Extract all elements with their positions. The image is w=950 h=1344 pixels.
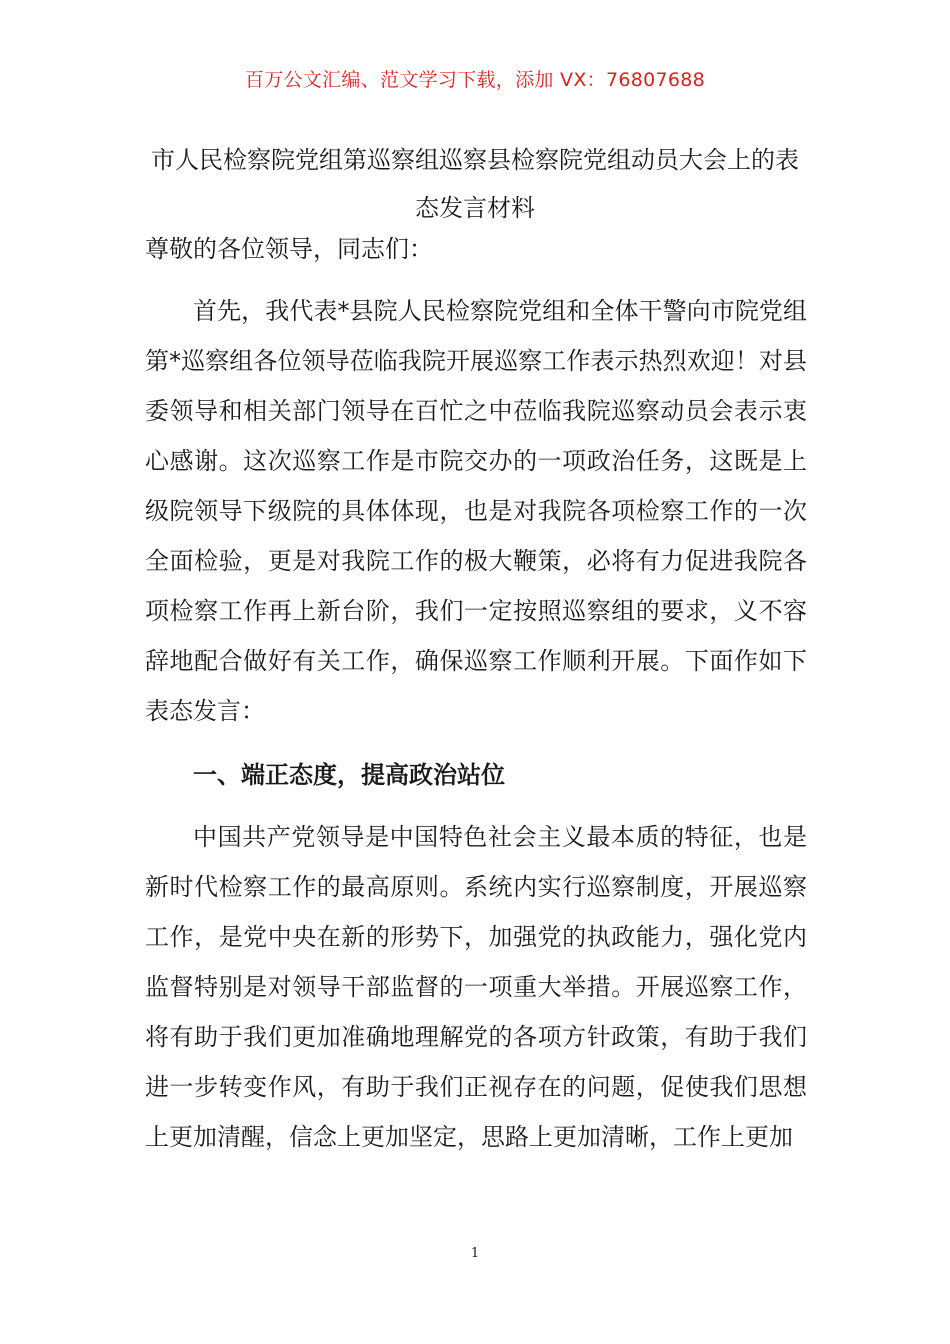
header-promo-note: 百万公文汇编、范文学习下载，添加 VX：76807688 <box>244 69 706 91</box>
salutation: 尊敬的各位领导，同志们： <box>145 235 433 263</box>
document-body <box>145 224 807 1162</box>
document-title: 市人民检察院党组第巡察组巡察县检察院党组动员大会上的表态发言材料 <box>151 146 799 222</box>
paragraph-intro: 首先，我代表*县院人民检察院党组和全体干警向市院党组第*巡察组各位领导莅临我院开展巡察工作表示热烈欢迎！对县委领导和相关部门领导在百忙之中莅临我院巡察动员会表示衷心感谢。这次巡察工作是市院交办的一项政治任务，这既是上级院领导下级院的具体体现，也是对我院各项检察工作的一次全面检验，更是对我院工作的极大鞭策，必将有力促进我院各项检察工作再上新台阶，我们一定按照巡察组的要求，义不容辞地配合做好有关工作，确保巡察工作顺利开展。下面作如下表态发言： <box>145 297 807 725</box>
paragraph-section-1: 中国共产党领导是中国特色社会主义最本质的特征，也是新时代检察工作的最高原则。系统内实行巡察制度，开展巡察工作，是党中央在新的形势下，加强党的执政能力，强化党内监督特别是对领导干部监督的一项重大举措。开展巡察工作，将有助于我们更加准确地理解党的各项方针政策，有助于我们进一步转变作风，有助于我们正视存在的问题，促使我们思想上更加清醒，信念上更加坚定，思路上更加清晰，工作上更加 <box>145 823 807 1151</box>
section-heading-1: 一、端正态度，提高政治站位 <box>193 761 505 789</box>
page-number: 1 <box>470 1246 480 1261</box>
